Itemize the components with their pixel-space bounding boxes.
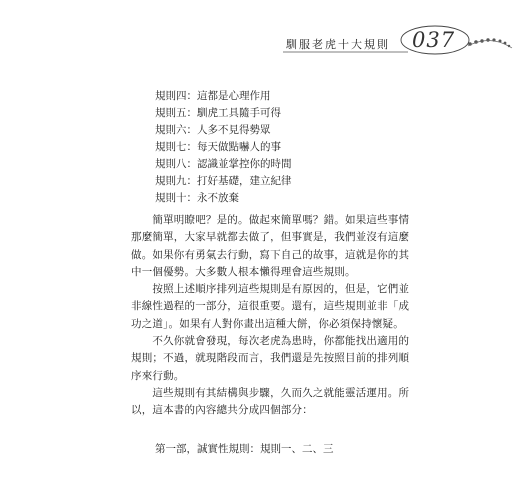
- text-line: 序來行動。: [131, 369, 185, 382]
- text-line: 以，這本書的內容總共分成四個部分：: [131, 404, 313, 417]
- section-heading: 第一部，誠實性規則：規則一、二、三: [155, 443, 334, 455]
- rule-item: 規則五：馴虎工具隨手可得: [155, 107, 281, 119]
- text-line: 那麼簡單，大家早就都去做了，但事實是，我們並沒有這麼: [131, 231, 410, 244]
- text-line: 非線性過程的一部分，這很重要。還有，這些規則並非「成: [131, 300, 410, 313]
- paragraph: [131, 385, 410, 420]
- rule-item: 規則七：每天做點嚇人的事: [155, 141, 281, 153]
- body-text: [131, 212, 410, 420]
- text-line: 功之道」。如果有人對你畫出這種大餅，你必須保持懷疑。: [131, 317, 404, 330]
- text-line: 簡單明瞭吧？是的。做起來簡單嗎？錯。如果這些事情: [131, 214, 410, 226]
- text-line: 做。如果你有勇氣去行動，寫下自己的故事，這就是你的其: [131, 248, 410, 261]
- paragraph: [131, 281, 410, 333]
- page-number: 037: [412, 28, 456, 52]
- running-header-title: 馴服老虎十大規則: [286, 38, 390, 51]
- rule-item: 規則九：打好基礎，建立紀律: [155, 175, 292, 187]
- rule-item: 規則四：這都是心理作用: [155, 90, 271, 102]
- rules-list: [155, 88, 292, 207]
- text-line: 規則；不過，就現階段而言，我們還是先按照目前的排列順: [131, 352, 410, 365]
- rule-item: 規則六：人多不見得勢眾: [155, 124, 271, 136]
- text-line: 按照上述順序排列這些規則是有原因的，但是，它們並: [131, 283, 410, 296]
- text-line: 不久你就會發現，每次老虎為患時，你都能找出適用的: [131, 335, 410, 348]
- paragraph: [131, 333, 410, 385]
- text-line: 這些規則有其結構與步驟，久而久之就能靈活運用。所: [131, 386, 410, 399]
- text-line: 中一個優勢。大多數人根本懶得理會這些規則。: [131, 265, 356, 278]
- paragraph: [131, 212, 410, 281]
- rule-item: 規則十：永不放棄: [155, 192, 239, 204]
- rule-item: 規則八：認識並掌控你的時間: [155, 158, 292, 170]
